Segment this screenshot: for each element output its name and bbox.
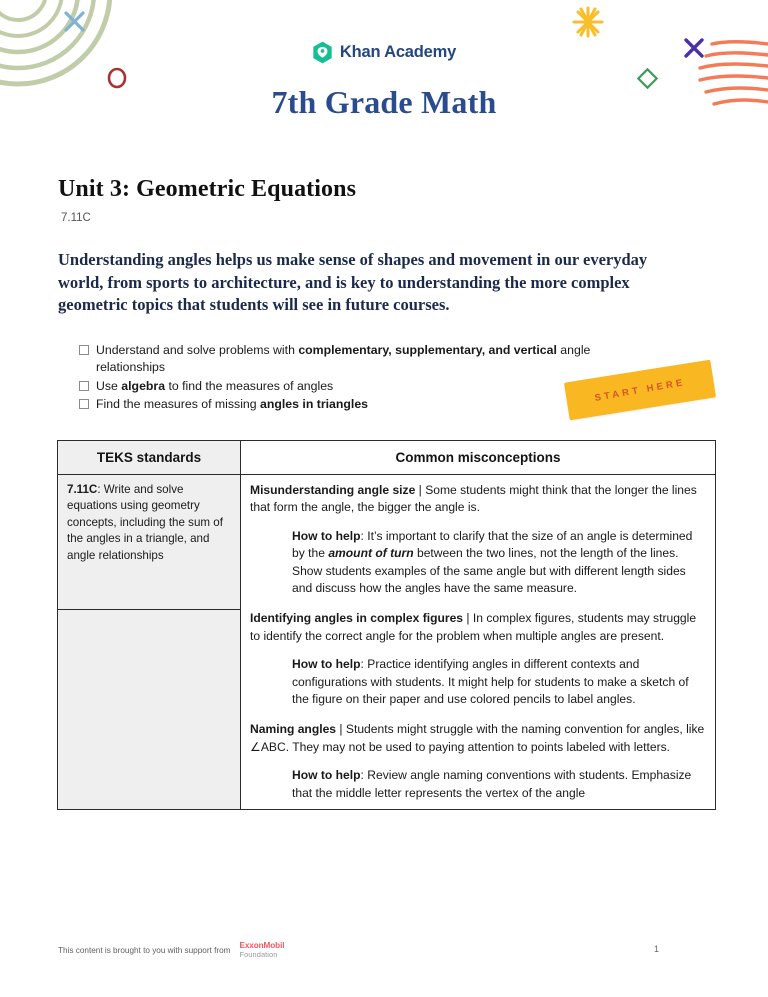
page-number: 1 bbox=[654, 944, 660, 954]
khan-academy-hexagon-leaf-icon bbox=[312, 41, 333, 64]
misconception-body: Students might struggle with the naming convention for angles, like ∠ABC. They may not be used to paying attention to points labeled with letters. bbox=[250, 722, 705, 754]
misconception-title: Naming angles bbox=[250, 722, 337, 737]
list-item[interactable] bbox=[79, 378, 639, 395]
misconception-separator: | bbox=[415, 483, 426, 497]
misconception-separator: | bbox=[463, 611, 473, 626]
misconception-summary bbox=[250, 482, 706, 517]
how-to-help bbox=[292, 767, 706, 802]
list-item[interactable] bbox=[79, 396, 639, 413]
teks-standard-text: : Write and solve equations using geometry concepts, including the sum of the angles in a triangle, and angle relationships bbox=[67, 483, 223, 562]
table-row bbox=[58, 475, 716, 610]
misconception-summary bbox=[250, 610, 706, 645]
misconception-block bbox=[250, 721, 706, 802]
intro-paragraph: Understanding angles helps us make sense of shapes and movement in our everyday world, from sports to architecture, and is key to understanding the more complex geometric topics that students will see in future courses. bbox=[58, 250, 648, 315]
start-here-label: START HERE bbox=[593, 376, 687, 404]
misconception-separator: | bbox=[336, 722, 346, 737]
unit-title: Unit 3: Geometric Equations bbox=[58, 176, 357, 202]
misconception-block bbox=[250, 610, 706, 708]
sponsor-subtitle: Foundation bbox=[239, 949, 278, 959]
misconception-body: In complex figures, students may struggle to identify the correct angle for the problem when multiple angles are present. bbox=[250, 611, 697, 643]
how-to-help-label: How to help bbox=[292, 768, 361, 783]
objective-text: Use algebra to find the measures of angles bbox=[96, 378, 334, 393]
how-to-help-label: How to help bbox=[292, 528, 361, 543]
footer bbox=[58, 942, 284, 959]
how-to-help bbox=[292, 656, 706, 708]
column-header-common-misconceptions: Common misconceptions bbox=[241, 441, 716, 475]
how-to-help-emphasis: amount of turn bbox=[328, 546, 414, 561]
misconception-title: Misunderstanding angle size bbox=[250, 483, 416, 497]
brand-header bbox=[0, 41, 768, 64]
how-to-help bbox=[292, 528, 706, 598]
sponsor-name: ExxonMobil bbox=[239, 941, 285, 950]
column-header-teks-standards: TEKS standards bbox=[58, 441, 241, 475]
teks-misconceptions-table bbox=[57, 440, 716, 810]
checkbox-icon[interactable] bbox=[79, 381, 89, 391]
teks-standard-code: 7.11C bbox=[67, 483, 98, 496]
how-to-help-label: How to help bbox=[292, 657, 361, 672]
footer-support-text: This content is brought to you with support from bbox=[58, 945, 231, 955]
teks-standard-cell bbox=[58, 475, 241, 610]
misconceptions-cell bbox=[241, 475, 716, 810]
checkbox-icon[interactable] bbox=[79, 345, 89, 355]
checkbox-icon[interactable] bbox=[79, 399, 89, 409]
misconception-title: Identifying angles in complex figures bbox=[250, 611, 464, 626]
table-header-row bbox=[58, 441, 716, 475]
sponsor-logo bbox=[239, 942, 284, 959]
page-title: 7th Grade Math bbox=[271, 84, 497, 120]
objective-text: Understand and solve problems with complementary, supplementary, and vertical angle relationships bbox=[96, 343, 591, 375]
misconception-summary bbox=[250, 721, 706, 756]
how-to-help-post: between the two lines, not the length of the lines. Show students examples of the same angle but with different length sides and discuss how the angles have the same measure. bbox=[292, 546, 686, 596]
objective-text: Find the measures of missing angles in triangles bbox=[96, 397, 369, 412]
unit-code: 7.11C bbox=[61, 212, 91, 224]
list-item[interactable] bbox=[79, 342, 639, 377]
misconception-body: Some students might think that the longer the lines that form the angle, the bigger the angle is. bbox=[250, 483, 697, 515]
how-to-help-pre: : Review angle naming conventions with students. Emphasize that the middle letter represents the vertex of the angle bbox=[292, 768, 692, 800]
brand-name: Khan Academy bbox=[339, 43, 457, 61]
how-to-help-pre: : It’s important to clarify that the size of an angle is determined by the bbox=[292, 528, 693, 561]
objectives-list bbox=[79, 342, 639, 415]
how-to-help-pre: : Practice identifying angles in different contexts and configurations with students. It might help for students to make a sketch of the figure on their paper and use colored pencils to label angles. bbox=[292, 657, 689, 707]
misconception-block bbox=[250, 482, 706, 597]
teks-standard-cell-empty bbox=[58, 610, 241, 810]
